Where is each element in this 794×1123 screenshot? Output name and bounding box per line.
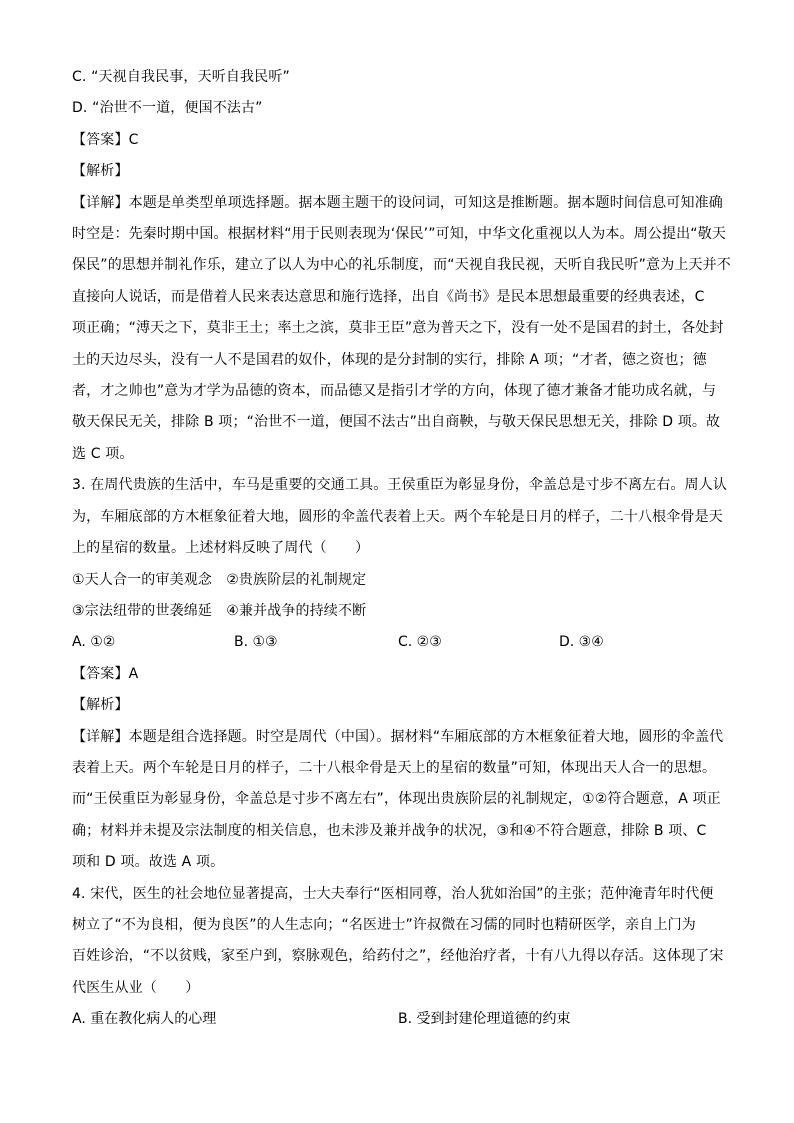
document-page: [72, 62, 731, 1036]
q3-options-row: [72, 627, 724, 658]
q3-detail-line: 确；材料并未提及宗法制度的相关信息，也未涉及兼并战争的状况，③和④不符合题意，排除 B 项、C: [72, 822, 707, 839]
q2-detail-line: 土的天边尽头，没有一人不是国君的奴仆，体现的是分封制的实行，排除 A 项；“才者，德之资也；德: [72, 351, 707, 368]
q4-option-a: A. 重在教化病人的心理: [72, 1011, 217, 1028]
q3-stem-line: 为，车厢底部的方木框象征着大地，圆形的伞盖代表着上天。两个车轮是日月的样子，二十八根伞骨是天: [72, 508, 723, 525]
q4-stem-line: 百姓诊治，“不以贫贱，家至户到，察脉观色，给药付之”，经他治疗者，十有八九得以存活。这体现了宋: [72, 948, 724, 965]
q2-detail-line: 选 C 项。: [72, 445, 134, 462]
q2-detail-line: 保民”的思想并制礼作乐，建立了以人为中心的礼乐制度，而“天视自我民视，天听自我民听”意为上天并不: [72, 257, 731, 274]
q3-stem-line: 上的星宿的数量。上述材料反映了周代（ ）: [72, 540, 370, 557]
q3-statement: ①天人合一的审美观念 ②贵族阶层的礼制规定: [72, 571, 367, 588]
q2-answer: 【答案】C: [72, 131, 139, 148]
q2-option-d: D. “治世不一道，便国不法古”: [72, 100, 263, 117]
q3-statement: ③宗法纽带的世袭绵延 ④兼并战争的持续不断: [72, 602, 367, 619]
q2-detail-line: 【详解】本题是单类型单项选择题。据本题主题干的设问词，可知这是推断题。据本题时间信息可知准确: [72, 194, 723, 211]
q3-detail-line: 表着上天。两个车轮是日月的样子，二十八根伞骨是天上的星宿的数量”可知，体现出天人合一的思想。: [72, 759, 717, 776]
q2-detail-line: 直接向人说话，而是借着人民来表达意思和施行选择，出自《尚书》是民本思想最重要的经典表述，C: [72, 288, 705, 305]
q3-option-c: C. ②③: [398, 634, 442, 651]
q2-option-c: C. “天视自我民事，天听自我民听”: [72, 69, 290, 85]
q4-options-row: [72, 1004, 724, 1035]
q4-stem-line: 代医生从业（ ）: [72, 979, 200, 996]
q3-detail-line: 项和 D 项。故选 A 项。: [72, 854, 225, 871]
q3-option-a: A. ①②: [72, 634, 116, 651]
q3-stem-line: 3. 在周代贵族的生活中，车马是重要的交通工具。王侯重臣为彰显身份，伞盖总是寸步不离左右。周人认: [72, 477, 728, 494]
q3-option-b: B. ①③: [234, 634, 278, 651]
q2-detail-line: 时空是：先秦时期中国。根据材料“用于民则表现为‘保民’”可知，中华文化重视以人为本。周公提出“敬天: [72, 226, 727, 243]
q3-detail-line: 而“王侯重臣为彰显身份，伞盖总是寸步不离左右”，体现出贵族阶层的礼制规定，①②符合题意，A 项正: [72, 791, 721, 808]
q3-detail-line: 【详解】本题是组合选择题。时空是周代（中国）。据材料“车厢底部的方木框象征着大地，圆形的伞盖代: [72, 728, 724, 745]
q2-detail-line: 敬天保民无关，排除 B 项；“治世不一道，便国不法古”出自商鞅，与敬天保民思想无关，排除 D 项。故: [72, 414, 721, 431]
q2-analysis-label: 【解析】: [72, 163, 129, 180]
q2-detail-line: 者，才之帅也”意为才学为品德的资本，而品德又是指引才学的方向，体现了德才兼备才能功成名就，与: [72, 383, 717, 400]
q3-analysis-label: 【解析】: [72, 697, 129, 714]
q4-stem-line: 4. 宋代，医生的社会地位显著提高，士大夫奉行“医相同尊，治人犹如治国”的主张；范仲淹青年时代便: [72, 885, 714, 902]
q3-option-d: D. ③④: [559, 634, 604, 651]
q3-answer: 【答案】A: [72, 665, 139, 682]
q2-detail-line: 项正确；“溥天之下，莫非王土；率土之滨，莫非王臣”意为普天之下，没有一处不是国君的封土，各处封: [72, 320, 724, 337]
q4-option-b: B. 受到封建伦理道德的约束: [398, 1011, 571, 1028]
q4-stem-line: 树立了“不为良相，便为良医”的人生志向；“名医进士”许叔微在习儒的同时也精研医学，亲自上门为: [72, 916, 696, 933]
